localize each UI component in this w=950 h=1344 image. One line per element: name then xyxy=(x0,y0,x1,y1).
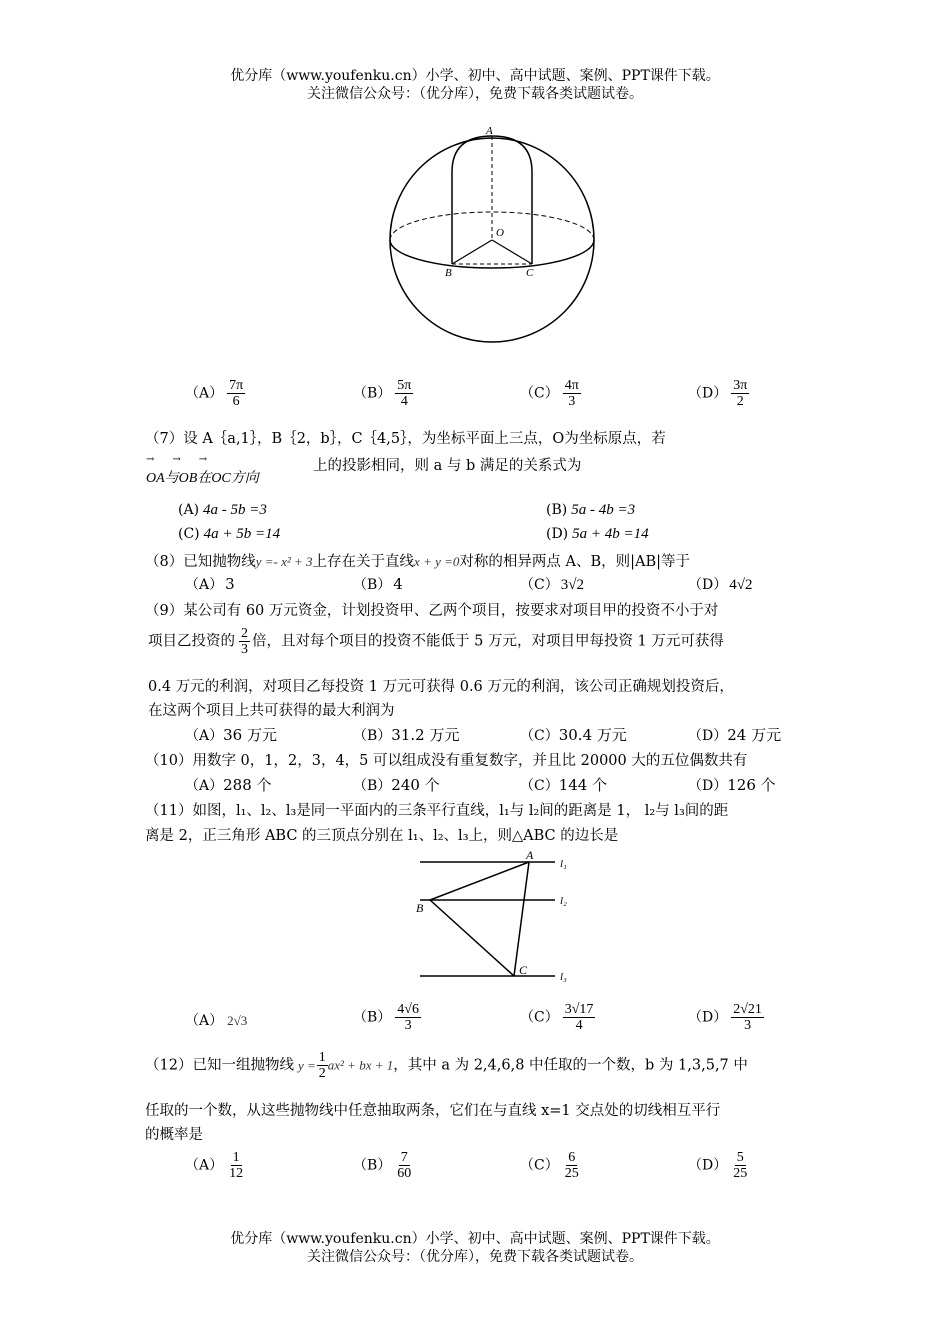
point-a-label: A xyxy=(486,125,493,137)
q8-option-c[interactable] xyxy=(520,574,584,594)
option-label: （A） xyxy=(185,778,224,794)
option-label: （C） xyxy=(520,385,559,402)
frac-num: 2 xyxy=(241,626,248,641)
option-value: 2√3 xyxy=(227,1013,248,1028)
frac-num: 2√21 xyxy=(733,1002,762,1017)
frac-den: 25 xyxy=(733,1166,748,1181)
page-header-line1: 优分库（www.youfenku.cn）小学、初中、高中试题、案例、PPT课件下载。 xyxy=(230,68,720,84)
option-label: （A） xyxy=(185,577,224,593)
q7-stem-line2: 上的投影相同，则 a 与 b 满足的关系式为 xyxy=(313,458,582,474)
q8-parabola-eq: y =- x² + 3 xyxy=(255,554,313,569)
q8-option-d[interactable] xyxy=(688,574,752,594)
q12-stem-line3: 的概率是 xyxy=(145,1127,203,1143)
option-label: （C） xyxy=(520,778,559,794)
option-label: （D） xyxy=(688,778,728,794)
frac-den: 3 xyxy=(404,1018,412,1033)
option-label: (A) xyxy=(178,502,200,518)
option-expr: 5a - 4b =3 xyxy=(571,502,636,518)
parallel-lines-figure xyxy=(410,846,580,986)
vector-arrows: →→→ xyxy=(146,454,226,465)
q6-option-d[interactable] xyxy=(688,378,749,409)
option-value: 24 万元 xyxy=(727,726,782,744)
option-value: 4 xyxy=(393,575,403,593)
option-value: 4√2 xyxy=(729,577,753,593)
point-o-label: O xyxy=(496,227,504,239)
q9-line2-pre: 项目乙投资的 xyxy=(148,633,235,650)
option-label: （D） xyxy=(688,728,728,744)
vertex-b-label: B xyxy=(416,901,424,915)
q11-option-a[interactable] xyxy=(185,1010,247,1030)
option-value: 3√2 xyxy=(560,577,584,593)
option-label: (B) xyxy=(546,502,568,518)
line-l1-label: l₁ xyxy=(560,858,567,870)
q9-option-c[interactable] xyxy=(520,724,627,745)
q8-mid: 上存在关于直线 xyxy=(312,554,415,570)
vertex-c-label: C xyxy=(519,963,528,977)
option-label: （A） xyxy=(185,1157,224,1174)
q11-stem-line2: 离是 2，正三角形 ABC 的三顶点分别在 l₁、l₂、l₃上，则△ABC 的边长是 xyxy=(145,828,619,844)
q12-option-a[interactable] xyxy=(185,1150,245,1181)
option-label: （B） xyxy=(353,577,392,593)
q9-stem-line4: 在这两个项目上共可获得的最大利润为 xyxy=(148,703,395,719)
equator-front xyxy=(390,240,594,268)
option-value: 3 xyxy=(225,575,235,593)
frac-den: 60 xyxy=(397,1166,412,1181)
q12-option-b[interactable] xyxy=(353,1150,413,1181)
frac-num: 5π xyxy=(397,378,412,393)
segment-oc xyxy=(492,240,532,264)
option-label: (C) xyxy=(178,526,200,542)
option-label: (D) xyxy=(546,526,569,542)
option-label: （A） xyxy=(185,728,224,744)
option-label: （B） xyxy=(353,1009,392,1026)
q8-stem xyxy=(145,550,690,571)
option-value: 30.4 万元 xyxy=(558,726,627,744)
page-header-line2: 关注微信公众号：（优分库），免费下载各类试题试卷。 xyxy=(307,86,643,102)
q6-option-b[interactable] xyxy=(353,378,413,409)
q9-stem-line3: 0.4 万元的利润，对项目乙每投资 1 万元可获得 0.6 万元的利润，该公司正确规划投资后， xyxy=(148,679,734,695)
option-expr: 4a + 5b =14 xyxy=(203,526,281,542)
q8-suffix: 对称的相异两点 A、B，则|AB|等于 xyxy=(459,554,691,570)
frac-num: 3π xyxy=(733,378,748,393)
option-label: （D） xyxy=(688,1157,728,1174)
option-expr: 5a + 4b =14 xyxy=(572,526,649,542)
q9-line2-post: 倍，且对每个项目的投资不能低于 5 万元，对项目甲每投资 1 万元可获得 xyxy=(252,633,724,650)
sphere-figure xyxy=(380,122,610,352)
q9-option-d[interactable] xyxy=(688,724,781,745)
option-label: （C） xyxy=(520,1009,559,1026)
frac-den: 3 xyxy=(744,1018,752,1033)
option-value: 36 万元 xyxy=(223,726,277,744)
q12-option-d[interactable] xyxy=(688,1150,749,1181)
frac-num: 4π xyxy=(564,378,579,393)
q8-option-a[interactable] xyxy=(185,574,235,594)
q6-option-c[interactable] xyxy=(520,378,581,409)
side-bc xyxy=(430,900,514,976)
q12-option-c[interactable] xyxy=(520,1150,581,1181)
page-footer-line2: 关注微信公众号：（优分库），免费下载各类试题试卷。 xyxy=(307,1249,643,1265)
q11-option-b[interactable] xyxy=(353,1002,421,1033)
option-label: （B） xyxy=(353,728,392,744)
page-footer-line1: 优分库（www.youfenku.cn）小学、初中、高中试题、案例、PPT课件下载。 xyxy=(230,1231,720,1247)
q7-option-b[interactable] xyxy=(546,500,635,519)
frac-den: 12 xyxy=(229,1166,244,1181)
frac-num: 1 xyxy=(232,1150,240,1165)
q10-option-d[interactable] xyxy=(688,774,776,795)
point-c-label: C xyxy=(526,267,534,279)
frac-num: 5 xyxy=(736,1150,744,1165)
q7-option-c[interactable] xyxy=(178,524,280,543)
frac-num: 7π xyxy=(229,378,244,393)
q10-option-a[interactable] xyxy=(185,774,272,795)
side-ac xyxy=(514,862,529,976)
vertex-a-label: A xyxy=(526,848,534,862)
option-label: （C） xyxy=(520,1157,559,1174)
frac-num: 6 xyxy=(568,1150,576,1165)
q8-prefix: （8）已知抛物线 xyxy=(145,554,256,570)
q9-stem-line1: （9）某公司有 60 万元资金，计划投资甲、乙两个项目，按要求对项目甲的投资不小于对 xyxy=(145,603,719,619)
q11-option-d[interactable] xyxy=(688,1002,764,1033)
q10-stem: （10）用数字 0，1，2，3，4，5 可以组成没有重复数字，并且比 20000 大的五位偶数共有 xyxy=(145,753,748,769)
q12-suffix: ，其中 a 为 2,4,6,8 中任取的一个数，b 为 1,3,5,7 中 xyxy=(393,1057,748,1074)
q12-stem-line1 xyxy=(145,1050,748,1081)
q10-option-c[interactable] xyxy=(520,774,607,795)
option-label: （C） xyxy=(520,728,559,744)
frac-den: 4 xyxy=(575,1018,583,1033)
q12-eq-pre: y = xyxy=(297,1057,316,1073)
q11-option-c[interactable] xyxy=(520,1002,595,1033)
frac-den: 2 xyxy=(318,1066,326,1081)
frac-num: 3√17 xyxy=(564,1002,594,1017)
option-expr: 4a - 5b =3 xyxy=(203,502,267,518)
frac-den: 2 xyxy=(736,394,744,409)
frac-num: 7 xyxy=(400,1150,408,1165)
line-l3-label: l₃ xyxy=(560,971,567,983)
q12-stem-line2: 任取的一个数，从这些抛物线中任意抽取两条，它们在与直线 x=1 交点处的切线相互平行 xyxy=(145,1103,721,1119)
q9-option-a[interactable] xyxy=(185,724,277,745)
frac-num: 1 xyxy=(318,1050,326,1065)
option-label: （B） xyxy=(353,385,392,402)
frac-den: 6 xyxy=(232,394,240,409)
q7-option-a[interactable] xyxy=(178,500,267,519)
option-value: 31.2 万元 xyxy=(391,726,460,744)
q12-eq-post: ax² + bx + 1 xyxy=(327,1057,394,1073)
option-value: 288 个 xyxy=(223,776,272,794)
option-value: 144 个 xyxy=(558,776,608,794)
option-label: （D） xyxy=(688,577,728,593)
q9-stem-line2 xyxy=(148,626,724,657)
frac-den: 3 xyxy=(241,642,248,657)
point-b-label: B xyxy=(445,267,452,279)
line-l2-label: l₂ xyxy=(560,895,567,907)
frac-num: 4√6 xyxy=(397,1002,419,1017)
frac-den: 3 xyxy=(568,394,576,409)
frac-den: 4 xyxy=(400,394,408,409)
option-label: （D） xyxy=(688,1009,728,1026)
q11-stem-line1: （11）如图，l₁、l₂、l₃是同一平面内的三条平行直线，l₁与 l₂间的距离是 1， l₂与 l₃间的距 xyxy=(145,803,729,819)
q10-option-b[interactable] xyxy=(353,774,440,795)
q6-option-a[interactable] xyxy=(185,378,245,409)
q7-vector-text: OA与OB在OC方向 xyxy=(146,471,259,486)
option-label: （A） xyxy=(185,385,224,402)
option-value: 126 个 xyxy=(727,776,776,794)
option-label: （A） xyxy=(185,1013,224,1029)
q8-option-b[interactable] xyxy=(353,574,403,594)
option-value: 240 个 xyxy=(391,776,440,794)
side-ab xyxy=(430,862,529,900)
option-label: （D） xyxy=(688,385,728,402)
q9-option-b[interactable] xyxy=(353,724,459,745)
option-label: （B） xyxy=(353,1157,392,1174)
q8-line-eq: x + y =0 xyxy=(414,554,460,569)
option-label: （B） xyxy=(353,778,392,794)
q12-prefix: （12）已知一组抛物线 xyxy=(145,1057,294,1074)
q7-option-d[interactable] xyxy=(546,524,649,543)
option-label: （C） xyxy=(520,577,559,593)
frac-den: 25 xyxy=(564,1166,579,1181)
q7-stem-line1: （7）设 A｛a,1｝，B｛2，b｝，C｛4,5｝，为坐标平面上三点，O为坐标原点，若 xyxy=(145,431,666,447)
segment-ob xyxy=(452,240,492,264)
